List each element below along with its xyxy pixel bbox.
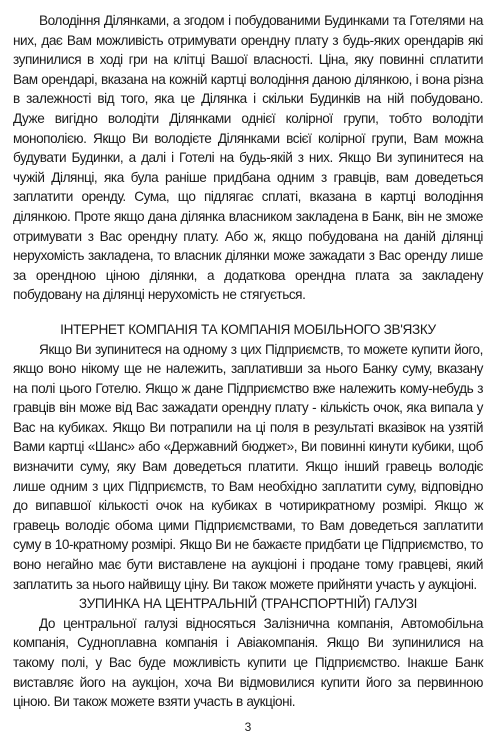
section-heading-transport: ЗУПИНКА НА ЦЕНТРАЛЬНІЙ (ТРАНСПОРТНІЙ) ГАЛУЗІ — [78, 596, 418, 612]
rules-paragraph-transport: До центральної галузі відносяться Залізнична компанія, Автомобільна компанія, Судноплавна компанія і Авіакомпанія. Якщо Ви зупинилися на такому полі, у Вас буде можливість купити це Підприємство. Інакше Банк виставляє його на аукціон, хоча Ви відмовилися купити його за первинною ціною. Ви також можете взяти участь в аукціоні. — [13, 615, 483, 710]
section-heading-internet-mobile: ІНТЕРНЕТ КОМПАНІЯ ТА КОМПАНІЯ МОБІЛЬНОГО ЗВ'ЯЗКУ — [60, 321, 436, 337]
rules-paragraph-property-rent: Володіння Ділянками, а згодом і побудованими Будинками та Готелями на них, дає Вам можливість отримувати орендну плату з будь-яких орендарів які зупинилися в ході гри на клітці Вашої власності. Ціна, яку повинні сплатити Вам орендарі, вказана на кожній картці володіння даною ділянкою, і вона різна в залежності від того, яка це Ділянка і скільки Будинків на ній побудовано. Дуже вигідно володіти Ділянками однієї колірної групи, тобто володіти монополією. Якщо Ви володієте Ділянками всієї колірної групи, Вам можна будувати Будинки, а далі і Готелі на будь-якій з них. Якщо Ви зупинитеся на чужій Ділянці, яка була раніше придбана одним з гравців, вам доведеться заплатити оренду. Сума, що підлягає сплаті, вказана в картці володіння ділянкою. Проте якщо дана ділянка власником закладена в Банк, він не зможе отримувати з Вас орендну плату. Або ж, якщо побудована на даній ділянці нерухомість закладена, то власник ділянки може зажадати з Вас оренду лише за орендною ціною ділянки, а додаткова орендна плата за закладену побудовану на ділянці нерухомість не стягується. — [13, 13, 483, 303]
document-page — [13, 11, 483, 712]
page-number: 3 — [244, 720, 252, 734]
rules-paragraph-internet-mobile: Якщо Ви зупинитеся на одному з цих Підприємств, то можете купити його, якщо воно нікому ще не належить, заплативши за нього Банку суму, вказану на полі цього Готелю. Якщо ж дане Підприємство вже належить кому-небудь з гравців він може від Вас зажадати орендну плату - кількість очок, яка випала у Вас на кубиках. Якщо Ви потрапили на ці поля в результаті вказівок на узятій Вами картці «Шанс» або «Державний бюджет», Ви повинні кинути кубики, щоб визначити суму, яку Вам доведеться платити. Якщо інший гравець володіє лише одним з цих Підприємств, то Вам необхідно заплатити суму, відповідно до випавшої кількості очок на кубиках в чотирикратному розмірі. Якщо ж гравець володіє обома цими Підприємствами, то Вам доведеться заплатити суму в 10-кратному розмірі. Якщо Ви не бажаєте придбати це Підприємство, то воно негайно має бути виставлене на аукціоні і продане тому гравцеві, який заплатить за нього найвищу ціну. Ви також можете прийняти участь у аукціоні. — [13, 341, 483, 592]
